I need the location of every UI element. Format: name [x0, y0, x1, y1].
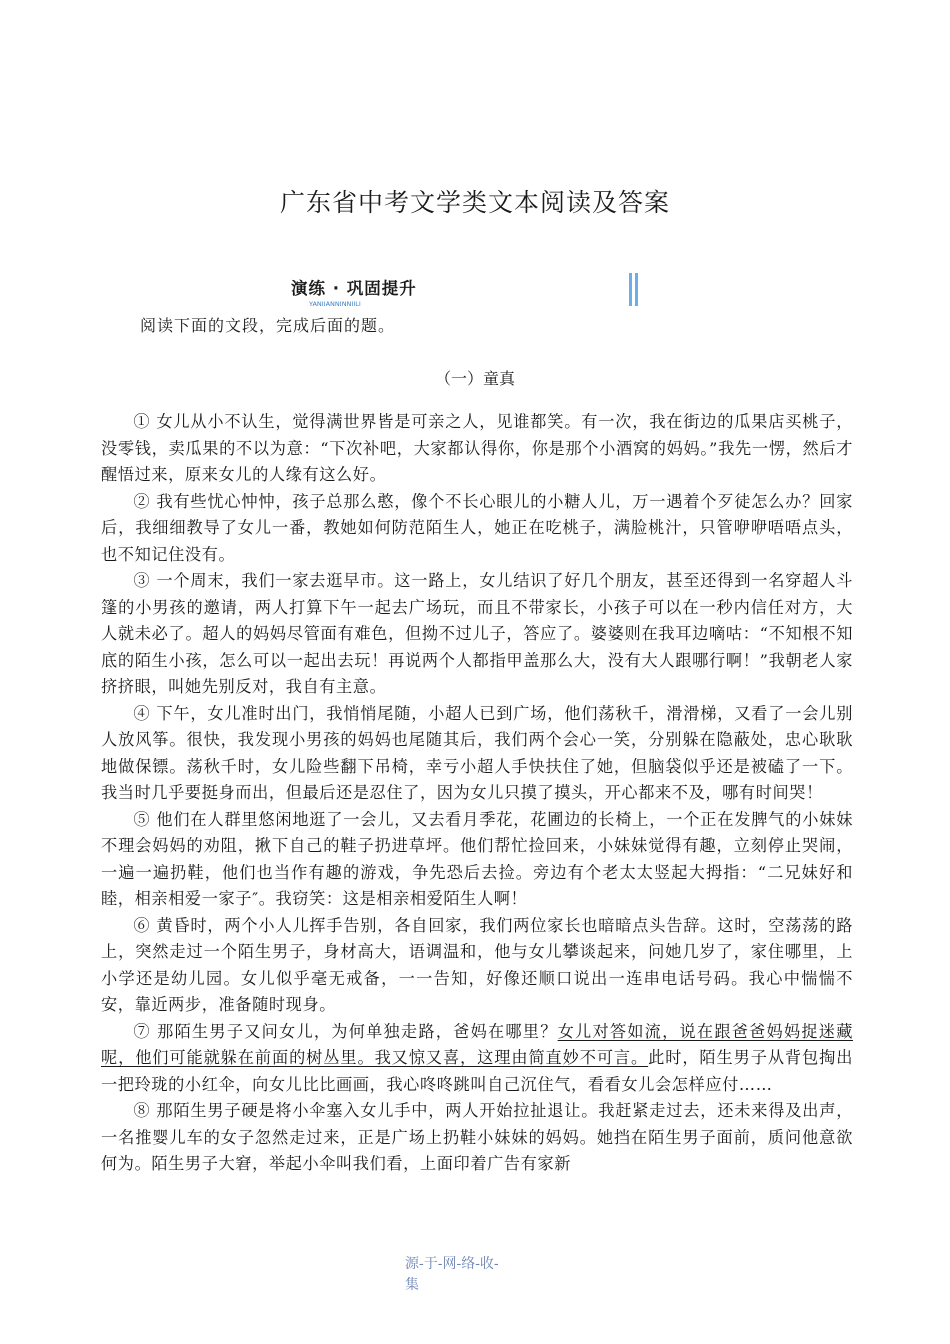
decorative-bars-icon [628, 273, 642, 306]
badge-title: 演练 · 巩固提升 [291, 279, 417, 298]
paragraph-7-start: ⑦ 那陌生男子又问女儿，为何单独走路，爸妈在哪里？ [133, 1021, 558, 1041]
footer-line-2: 集 [405, 1277, 419, 1293]
paragraph-3: ③ 一个周末，我们一家去逛早市。这一路上，女儿结识了好几个朋友，甚至还得到一名穿超人斗篷的小男孩的邀请，两人打算下午一起去广场玩，而且不带家长，小孩子可以在一秒内信任对方，大人就未必了。超人的妈妈尽管面有难色，但拗不过儿子，答应了。婆婆则在我耳边嘀咕：“不知根不知底的陌生小孩，怎么可以一起出去玩！再说两个人都指甲盖那么大，没有大人跟哪行啊！”我朝老人家挤挤眼，叫她先别反对，我自有主意。 [101, 571, 853, 696]
section-title: （一）童真 [434, 369, 515, 388]
page-title: 广东省中考文学类文本阅读及答案 [279, 188, 670, 217]
footer-source [405, 1254, 535, 1296]
paragraph-4: ④ 下午，女儿准时出门，我悄悄尾随，小超人已到广场，他们荡秋千，滑滑梯，又看了一会儿别人放风筝。很快，我发现小男孩的妈妈也尾随其后，我们两个会心一笑，分别躲在隐蔽处，忠心耿耿地做保镖。荡秋千时，女儿险些翻下吊椅，幸亏小超人手快扶住了她，但脑袋似乎还是被磕了一下。我当时几乎要挺身而出，但最后还是忍住了，因为女儿只摸了摸头，开心都来不及，哪有时间哭！ [101, 703, 853, 802]
underlined-passage: 女儿对答如流，说在跟爸爸妈妈捉迷藏呢，他们可能就躲在前面的树丛里。我又惊又喜，这理由简直妙不可言。 [101, 1021, 853, 1067]
badge-subtitle: YANIIANNINNIILI [309, 300, 361, 308]
paragraph-7-end: 此时，陌生男子从背包掏出一把玲珑的小红伞，向女儿比比画画，我心咚咚跳叫自己沉住气，看看女儿会怎样应付…… [101, 1048, 854, 1094]
paragraph-8: ⑧ 那陌生男子硬是将小伞塞入女儿手中，两人开始拉扯退让。我赶紧走过去，还未来得及出声，一名推婴儿车的女子忽然走过来，正是广场上扔鞋小妹妹的妈妈。她挡在陌生男子面前，质问他意欲何为。陌生男子大窘，举起小伞叫我们看，上面印着广告有家新 [101, 1101, 853, 1173]
paragraph-2: ② 我有些忧心忡忡，孩子总那么憨，像个不长心眼儿的小糖人儿，万一遇着个歹徒怎么办？回家后，我细细教导了女儿一番，教她如何防范陌生人，她正在吃桃子，满脸桃汁，只管咿咿唔唔点头，也不知记住没有。 [101, 491, 853, 564]
paragraph-7 [101, 1019, 853, 1099]
paragraph-1: ① 女儿从小不认生，觉得满世界皆是可亲之人，见谁都笑。有一次，我在街边的瓜果店买桃子，没零钱，卖瓜果的不以为意：“下次补吧，大家都认得你，你是那个小酒窝的妈妈。”我先一愣，然后才醒悟过来，原来女儿的人缘有这么好。 [101, 412, 853, 484]
paragraph-6: ⑥ 黄昏时，两个小人儿挥手告别，各自回家，我们两位家长也暗暗点头告辞。这时，空荡荡的路上，突然走过一个陌生男子，身材高大，语调温和，他与女儿攀谈起来，问她几岁了，家住哪里，上小学还是幼儿园。女儿似乎毫无戒备，一一告知，好像还顺口说出一连串电话号码。我心中惴惴不安，靠近两步，准备随时现身。 [101, 915, 853, 1014]
article-body [101, 409, 853, 1178]
section-badge [291, 275, 417, 308]
instruction-text: 阅读下面的文段，完成后面的题。 [140, 316, 396, 335]
footer-line-1: 源-于-网-络-收- [405, 1256, 499, 1272]
paragraph-5: ⑤ 他们在人群里悠闲地逛了一会儿，又去看月季花，花圃边的长椅上，一个正在发脾气的小妹妹不理会妈妈的劝阻，揪下自己的鞋子扔进草坪。他们帮忙捡回来，小妹妹觉得有趣，立刻停止哭闹，一遍一遍扔鞋，他们也当作有趣的游戏，争先恐后去捡。旁边有个老太太竖起大拇指：“二兄妹好和睦，相亲相爱一家子″。我窃笑：这是相亲相爱陌生人啊！ [101, 809, 853, 908]
